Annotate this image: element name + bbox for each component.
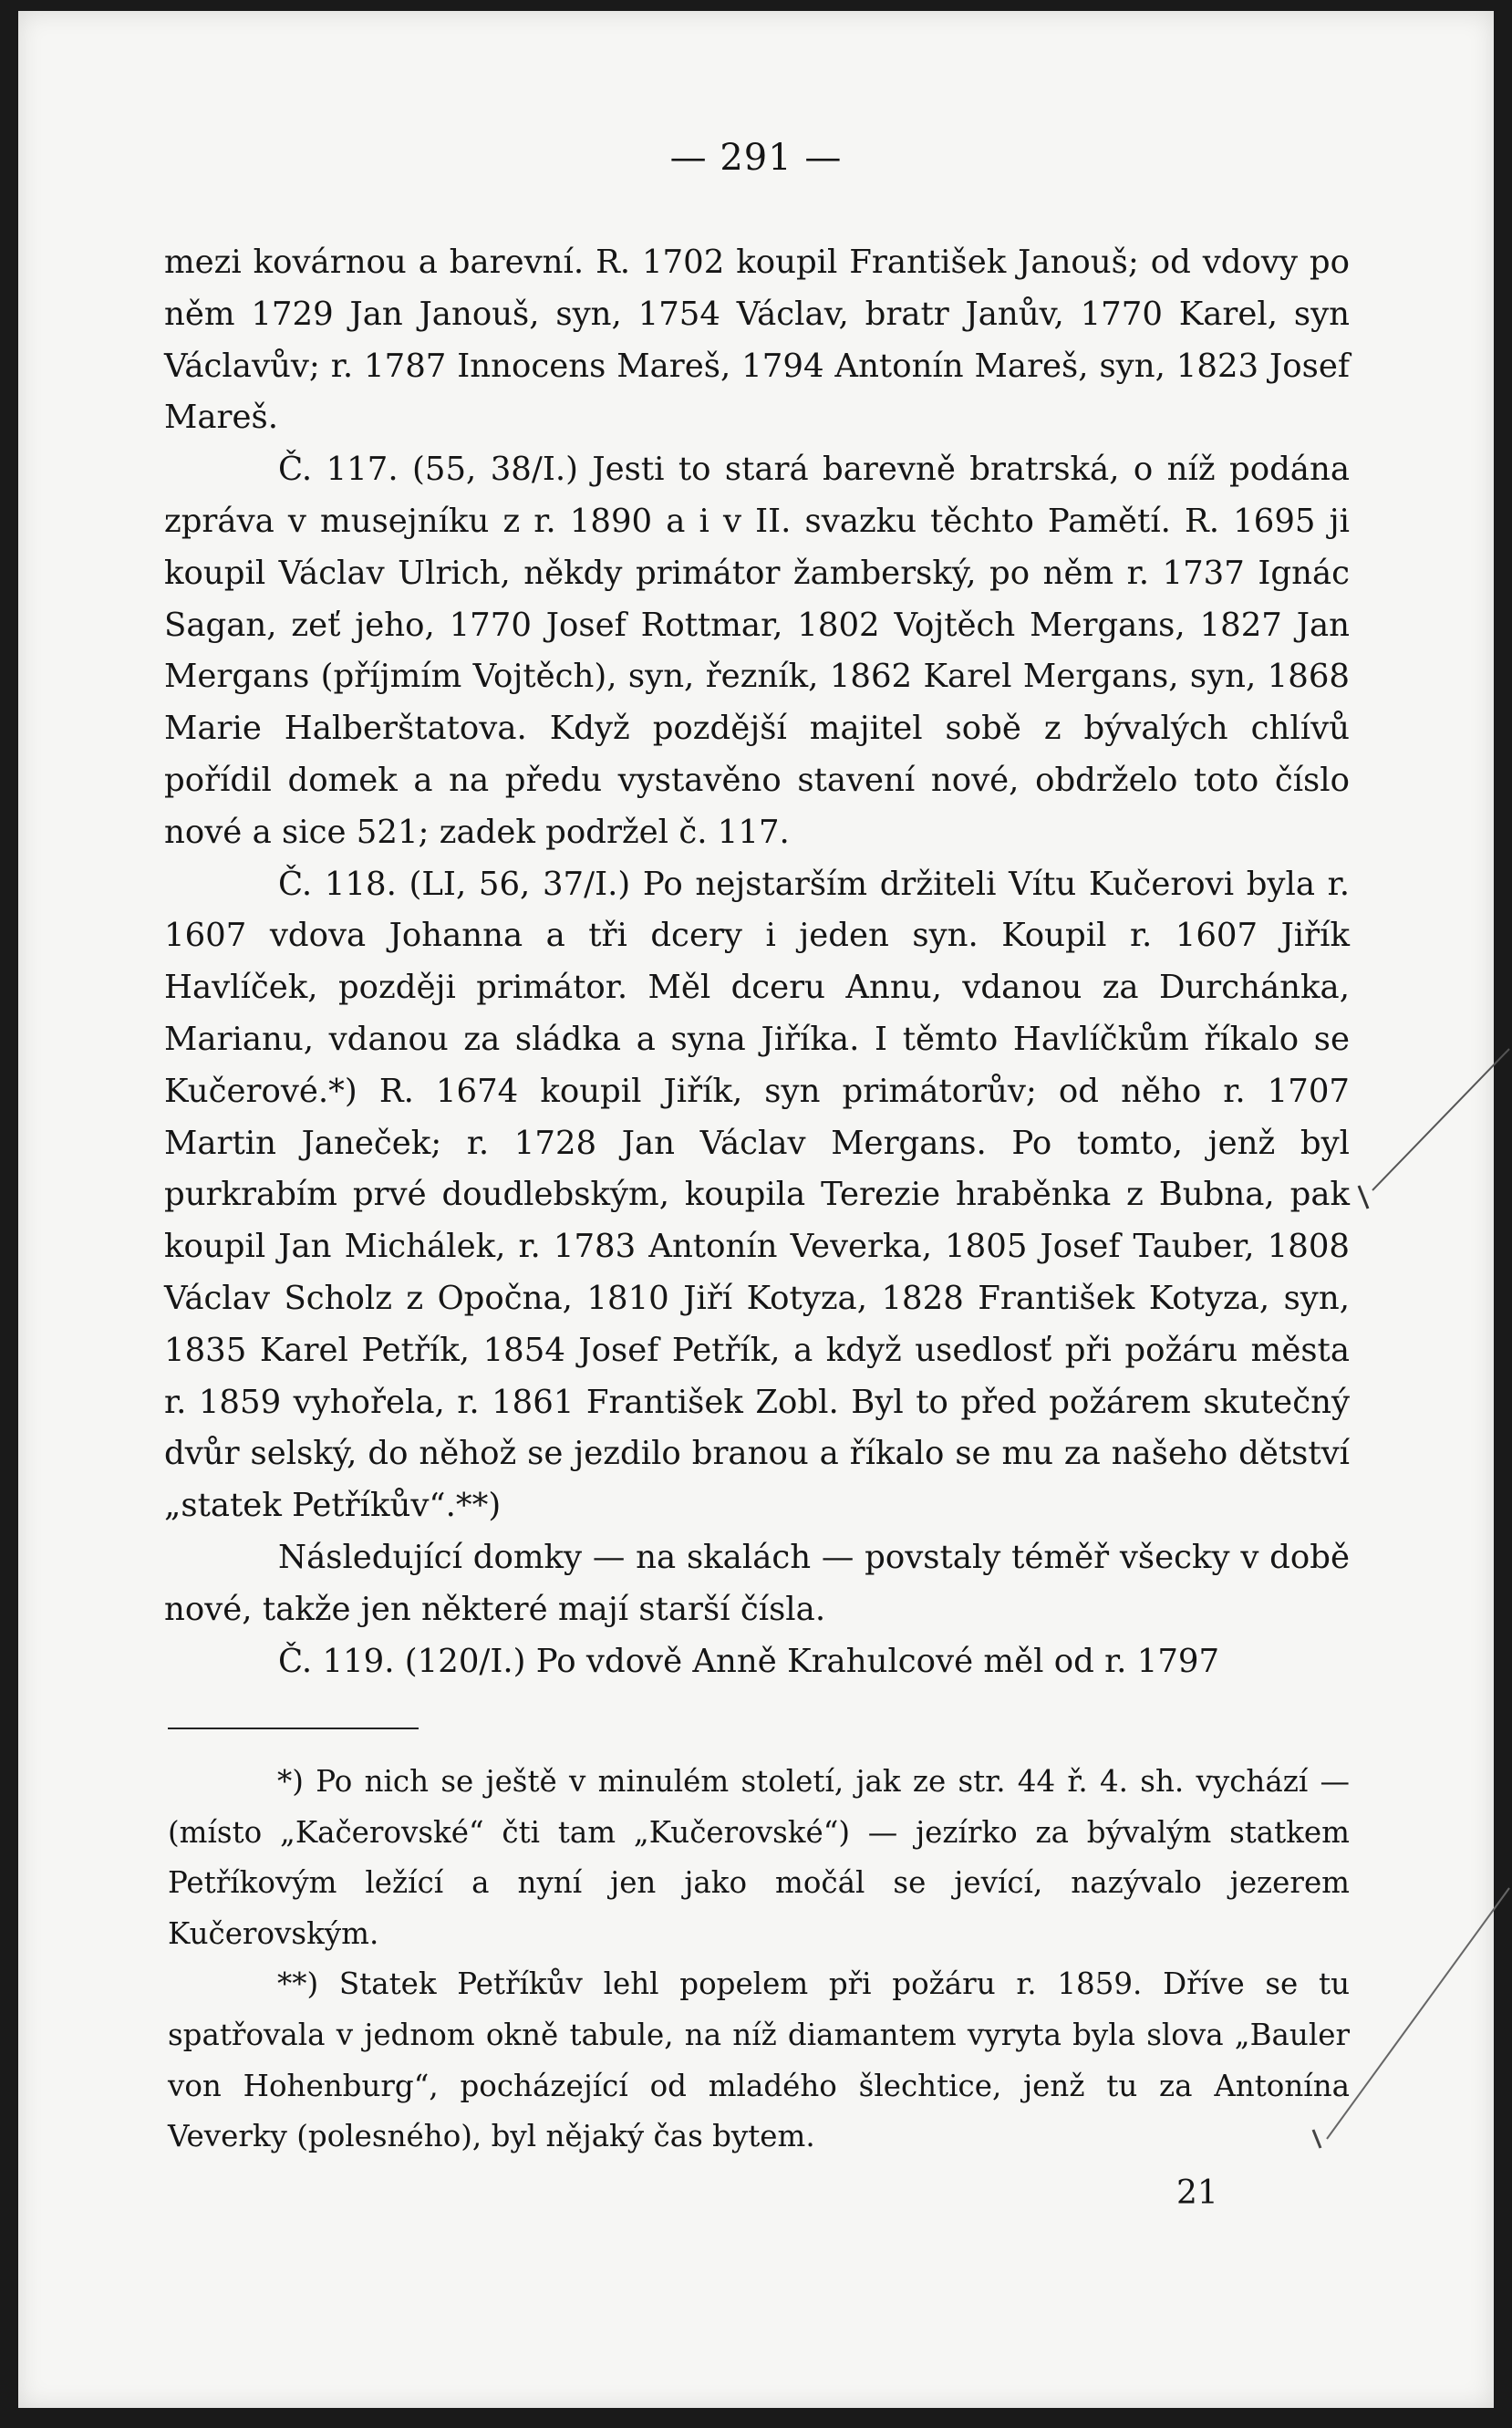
footnote-2: **) Statek Petříkův lehl popelem při požáru r. 1859. Dříve se tu spatřovala v jednom okně tabule, na níž diamantem vyryta byla slova „Bauler von Hohenburg“, pocházející od mladého šlechtice, jenž tu za Antonína Veverky (polesného), byl nějaký čas bytem. <box>168 1966 1350 2154</box>
pencil-tick-upper <box>1359 1186 1368 1209</box>
footnote-1: *) Po nich se ještě v minulém století, jak ze str. 44 ř. 4. sh. vychází — (místo „Kačerovské“ čti tam „Kučerovské“) — jezírko za bývalým statkem Petříkovým ležící a nyní jen jako močál se jevící, nazývalo jezerem Kučerovským. <box>168 1764 1350 1951</box>
pencil-tick-lower <box>1313 2130 1320 2148</box>
signature-mark: 21 <box>1176 2174 1218 2212</box>
pencil-line-lower <box>1327 1888 1509 2139</box>
pencil-line-upper <box>1372 1049 1509 1190</box>
page-number-header: — 291 — <box>669 137 843 179</box>
paragraph-no-117: Č. 117. (55, 38/I.) Jesti to stará barevně bratrská, o níž podána zpráva v musejníku z r. 1890 a i v II. svazku těchto Pamětí. R. 1695 ji koupil Václav Ulrich, někdy primátor žamberský, po něm r. 1737 Ignác Sagan, zeť jeho, 1770 Josef Rottmar, 1802 Vojtěch Mergans, 1827 Jan Mergans (příjmím Vojtěch), syn, řezník, 1862 Karel Mergans, syn, 1868 Marie Halberštatova. Když pozdější majitel sobě z bývalých chlívů pořídil domek a na předu vystavěno stavení nové, obdrželo toto číslo nové a sice 521; zadek podržel č. 117. <box>164 451 1350 851</box>
paragraph-no-118: Č. 118. (LI, 56, 37/I.) Po nejstarším držiteli Vítu Kučerovi byla r. 1607 vdova Johanna a tři dcery i jeden syn. Koupil r. 1607 Jiřík Havlíček, později primátor. Měl dceru Annu, vdanou za Durchánka, Marianu, vdanou za sládka a syna Jiříka. I těmto Havlíčkům říkalo se Kučerové.*) R. 1674 koupil Jiřík, syn primátorův; od něho r. 1707 Martin Janeček; r. 1728 Jan Václav Mergans. Po tomto, jenž byl purkrabím prvé doudlebským, koupila Terezie hraběnka z Bubna, pak koupil Jan Michálek, r. 1783 Antonín Veverka, 1805 Josef Tauber, 1808 Václav Scholz z Opočna, 1810 Jiří Kotyza, 1828 František Kotyza, syn, 1835 Karel Petřík, 1854 Josef Petřík, a když usedlosť při požáru města r. 1859 vyhořela, r. 1861 František Zobl. Byl to před požárem skutečný dvůr selský, do něhož se jezdilo branou a říkalo se mu za našeho dětství „statek Petříkův“.**) <box>164 865 1350 1525</box>
paragraph-no-119: Č. 119. (120/I.) Po vdově Anně Krahulcové měl od r. 1797 <box>278 1642 1220 1680</box>
paragraph-following-houses: Následující domky — na skalách — povstaly téměř všecky v době nové, takže jen některé mají starší čísla. <box>164 1538 1350 1628</box>
paragraph-continuation: mezi kovárnou a barevní. R. 1702 koupil František Janouš; od vdovy po něm 1729 Jan Janouš, syn, 1754 Václav, bratr Janův, 1770 Karel, syn Václavův; r. 1787 Innocens Mareš, 1794 Antonín Mareš, syn, 1823 Josef Mareš. <box>164 244 1350 437</box>
